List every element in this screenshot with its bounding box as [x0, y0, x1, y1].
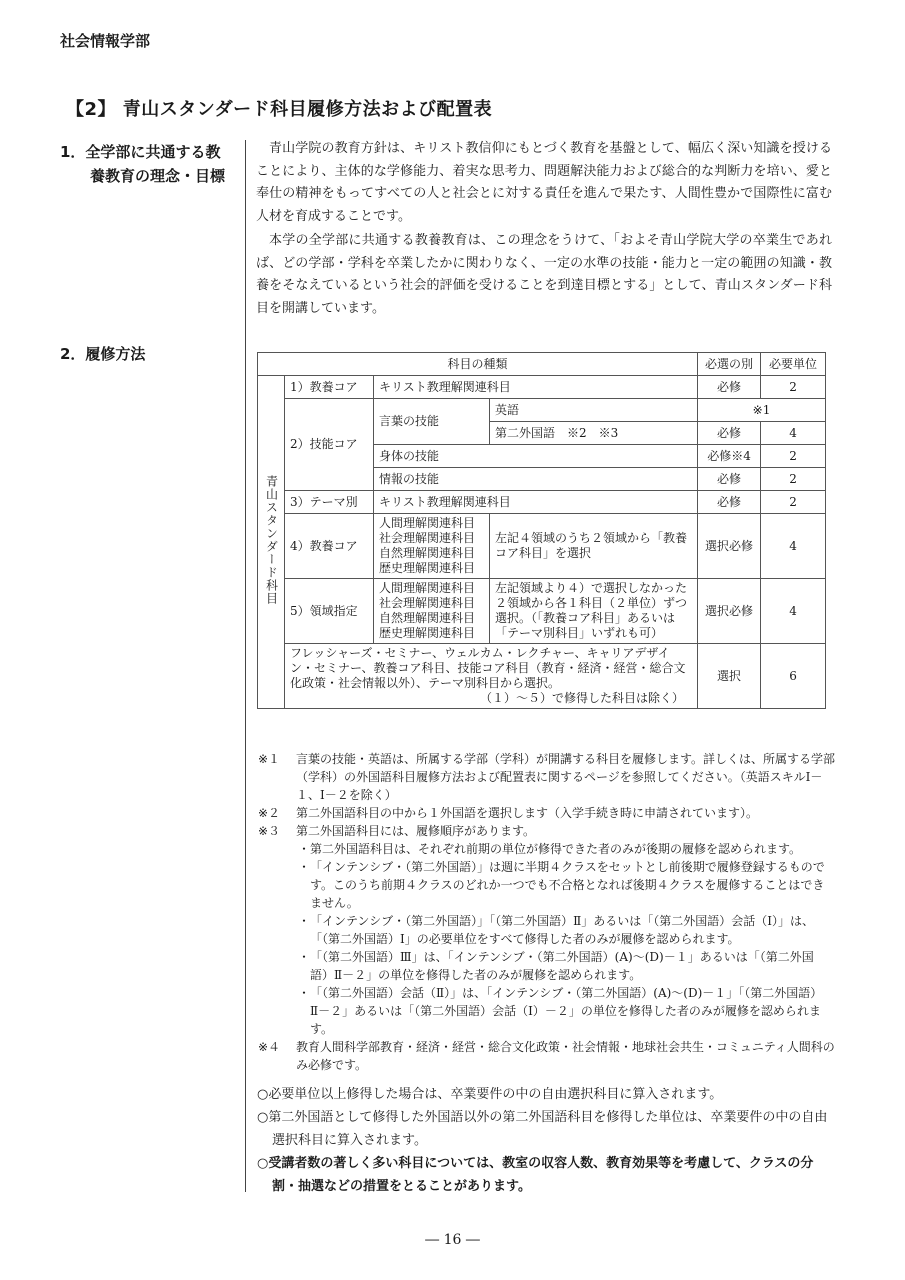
- row2-second-units: 4: [761, 422, 826, 445]
- footnotes: [258, 750, 836, 1074]
- row2-category: 2）技能コア: [285, 399, 374, 491]
- footnote-3-bullet: [258, 858, 836, 912]
- faculty-header: 社会情報学部: [60, 32, 151, 50]
- row6-required: 選択: [698, 644, 761, 709]
- row2-info-skill: 情報の技能: [374, 468, 698, 491]
- footnote-text: 言葉の技能・英語は、所属する学部（学科）が開講する科目を履修します。詳しくは、所属する学部（学科）の外国語科目履修方法および配置表に関するページを参照してください。（英語スキルⅠ－１、Ⅰ－２を除く）: [296, 752, 836, 802]
- bullet-dot: ・: [298, 842, 311, 856]
- row6-description: [285, 644, 698, 709]
- table-row: [258, 399, 826, 422]
- row5-area: 人間理解関連科目: [379, 581, 476, 595]
- row4-units: 4: [761, 514, 826, 579]
- header-units: 必要単位: [761, 353, 826, 376]
- subsection-heading-1-line2: 養教育の理念・目標: [90, 167, 226, 185]
- footnote-mark: ※２: [258, 806, 281, 820]
- row2-body-required: 必修※4: [698, 445, 761, 468]
- subsection-heading-2: 2．履修方法: [60, 345, 146, 363]
- row2-english: 英語: [490, 399, 698, 422]
- row4-description: 左記４領域のうち２領域から「教養コア科目」を選択: [490, 514, 698, 579]
- row4-areas: [374, 514, 490, 579]
- footnote-3-bullet: [258, 984, 836, 1038]
- footnote-3-bullet: [258, 948, 836, 984]
- table-row: [258, 514, 826, 579]
- row1-subject: キリスト教理解関連科目: [374, 376, 698, 399]
- table-row: [258, 491, 826, 514]
- row1-category: 1）教養コア: [285, 376, 374, 399]
- bullet-text: 「（第二外国語）会話（Ⅱ）」は、「インテンシブ・（第二外国語）(A)～(D)－１」「（第二外国語）Ⅱ－２」あるいは「（第二外国語）会話（Ⅰ）－２」の単位を修得した者のみが履修を認められます。: [310, 986, 823, 1036]
- row5-units: 4: [761, 579, 826, 644]
- footnote-3-bullet: [258, 840, 836, 858]
- row3-units: 2: [761, 491, 826, 514]
- row6-units: 6: [761, 644, 826, 709]
- second-language-credit-note: ○第二外国語として修得した外国語以外の第二外国語科目を修得した単位は、卒業要件の中の自由選択科目に算入されます。: [257, 1110, 828, 1148]
- philosophy-paragraph-2: 本学の全学部に共通する教養教育は、この理念をうけて、「およそ青山学院大学の卒業生であれば、どの学部・学科を卒業したかに関わりなく、一定の水準の技能・能力と一定の範囲の知識・教養をそなえているという社会的評価を受けることを到達目標とする」として、青山スタンダード科目を開講しています。: [256, 233, 832, 316]
- row1-units: 2: [761, 376, 826, 399]
- footnote-mark: ※１: [258, 752, 281, 766]
- elective-credit-note: ○必要単位以上修得した場合は、卒業要件の中の自由選択科目に算入されます。: [257, 1087, 723, 1102]
- row2-second-required: 必修: [698, 422, 761, 445]
- row2-body-units: 2: [761, 445, 826, 468]
- side-label-cell: [258, 376, 285, 709]
- bottom-notes: [257, 1083, 835, 1198]
- header-required: 必選の別: [698, 353, 761, 376]
- row2-language-skill: 言葉の技能: [374, 399, 490, 445]
- row5-area: 社会理解関連科目: [379, 596, 476, 610]
- class-lottery-note: ○受講者数の著しく多い科目については、教室の収容人数、教育効果等を考慮して、クラスの分割・抽選などの措置をとることがあります。: [257, 1156, 814, 1194]
- footnote-mark: ※４: [258, 1040, 281, 1054]
- footnote-3: [258, 822, 836, 840]
- bullet-text: 「インテンシブ・（第二外国語）」は週に半期４クラスをセットとし前後期で履修登録するものです。このうち前期４クラスのどれか一つでも不合格となれば後期４クラスを履修することはできません。: [310, 860, 825, 910]
- footnote-4: [258, 1038, 836, 1074]
- footnote-1: [258, 750, 836, 804]
- row5-description: 左記領域より４）で選択しなかった２領域から各１科目（２単位）ずつ選択。（「教養コア科目」あるいは「テーマ別科目」いずれも可）: [490, 579, 698, 644]
- row2-english-note: ※1: [698, 399, 826, 422]
- row3-required: 必修: [698, 491, 761, 514]
- row6-description-note: （１）～５）で修得した科目は除く）: [480, 691, 685, 705]
- footnote-text: 第二外国語科目の中から１外国語を選択します（入学手続き時に申請されています）。: [296, 806, 759, 820]
- bullet-text: 第二外国語科目は、それぞれ前期の単位が修得できた者のみが後期の履修を認められます。: [310, 842, 802, 856]
- table-row: [258, 644, 826, 709]
- footnote-text: 第二外国語科目には、履修順序があります。: [296, 824, 536, 838]
- table-row: [258, 376, 826, 399]
- row5-area: 歴史理解関連科目: [379, 626, 476, 640]
- row4-area: 人間理解関連科目: [379, 516, 476, 530]
- table-header-row: [258, 353, 826, 376]
- footnote-mark: ※３: [258, 824, 281, 838]
- bullet-text: 「（第二外国語）Ⅲ」は、「インテンシブ・（第二外国語）(A)～(D)－１」あるいは「（第二外国語）Ⅱ－２」の単位を修得した者のみが履修を認められます。: [310, 950, 814, 982]
- row4-required: 選択必修: [698, 514, 761, 579]
- row6-description-text: フレッシャーズ・セミナー、ウェルカム・レクチャー、キャリアデザイン・セミナー、教養コア科目、技能コア科目（教育・経済・経営・総合文化政策・社会情報以外）、テーマ別科目から選択。: [290, 646, 686, 690]
- subsection-heading-1: [60, 140, 240, 188]
- bullet-dot: ・: [298, 986, 311, 1000]
- row5-required: 選択必修: [698, 579, 761, 644]
- table-row: [258, 579, 826, 644]
- row2-second-language: 第二外国語 ※2 ※3: [490, 422, 698, 445]
- footnote-2: [258, 804, 836, 822]
- section-title: 【2】 青山スタンダード科目履修方法および配置表: [66, 99, 493, 120]
- bullet-text: 「インテンシブ・（第二外国語）」「（第二外国語）Ⅱ」あるいは「（第二外国語）会話（Ⅰ）」は、「（第二外国語）Ⅰ」の必要単位をすべて修得した者のみが履修を認められます。: [310, 914, 815, 946]
- footnote-3-bullet: [258, 912, 836, 948]
- row2-body-skill: 身体の技能: [374, 445, 698, 468]
- row1-required: 必修: [698, 376, 761, 399]
- row4-area: 社会理解関連科目: [379, 531, 476, 545]
- page-number: ― 16 ―: [425, 1232, 480, 1248]
- course-table: [257, 352, 826, 709]
- row5-category: 5）領域指定: [285, 579, 374, 644]
- bullet-dot: ・: [298, 914, 311, 928]
- row4-area: 自然理解関連科目: [379, 546, 476, 560]
- footnote-text: 教育人間科学部教育・経済・経営・総合文化政策・社会情報・地球社会共生・コミュニティ人間科のみ必修です。: [296, 1040, 835, 1072]
- row3-subject: キリスト教理解関連科目: [374, 491, 698, 514]
- row2-info-units: 2: [761, 468, 826, 491]
- row5-area: 自然理解関連科目: [379, 611, 476, 625]
- philosophy-paragraph-1: 青山学院の教育方針は、キリスト教信仰にもとづく教育を基盤として、幅広く深い知識を授けることにより、主体的な学修能力、着実な思考力、問題解決能力および総合的な判断力を培い、愛と奉仕の精神をもってすべての人と社会とに対する責任を進んで果たす、人間性豊かで国際性に富む人材を育成することです。: [256, 141, 832, 224]
- bullet-dot: ・: [298, 950, 311, 964]
- header-kind: 科目の種類: [258, 353, 698, 376]
- row4-category: 4）教養コア: [285, 514, 374, 579]
- row4-area: 歴史理解関連科目: [379, 561, 476, 575]
- side-label: 青山スタンダード科目: [264, 475, 279, 605]
- row2-info-required: 必修: [698, 468, 761, 491]
- row5-areas: [374, 579, 490, 644]
- subsection-heading-1-line1: 1．全学部に共通する教: [60, 143, 221, 161]
- vertical-divider: [245, 140, 246, 1192]
- row3-category: 3）テーマ別: [285, 491, 374, 514]
- bullet-dot: ・: [298, 860, 311, 874]
